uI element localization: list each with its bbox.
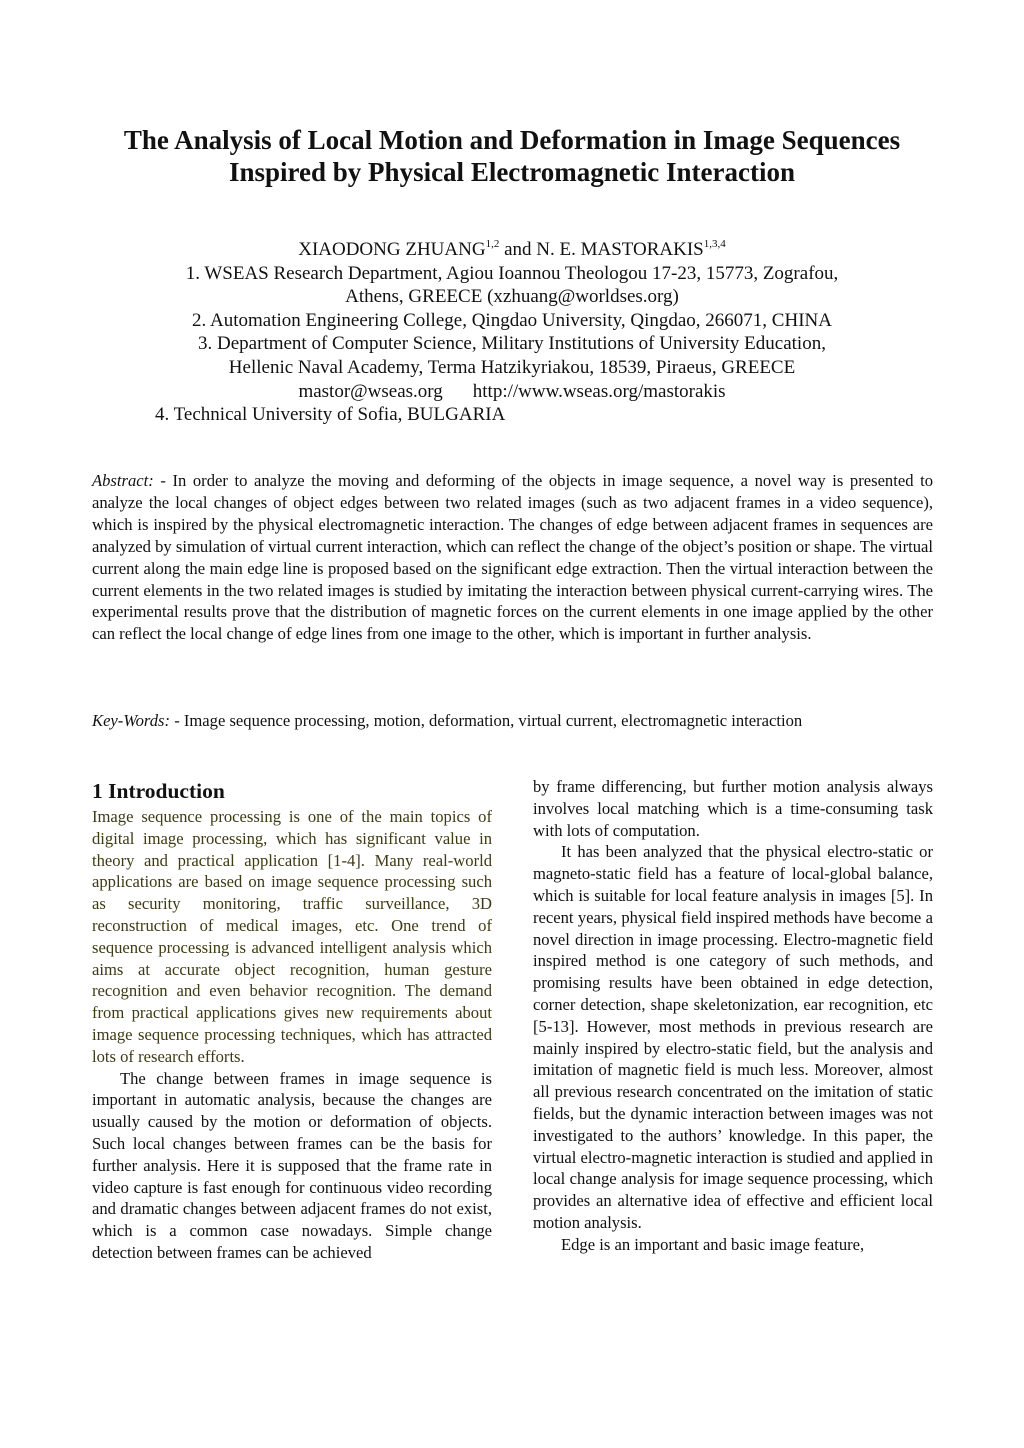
abstract-label: Abstract:: [92, 471, 154, 490]
right-column: [533, 776, 933, 1256]
keywords-text: - Image sequence processing, motion, deformation, virtual current, electromagnetic interaction: [170, 711, 803, 730]
contact-email: mastor@wseas.org: [298, 380, 443, 402]
intro-paragraph-4: Edge is an important and basic image feature,: [561, 1234, 865, 1254]
title-line-2: Inspired by Physical Electromagnetic Interaction: [229, 157, 795, 187]
affiliation-4: 4. Technical University of Sofia, BULGARIA: [155, 404, 506, 426]
author-line: [60, 238, 964, 262]
author-block: [60, 238, 964, 427]
paper-title: [60, 124, 964, 188]
affiliation-1-line-1: 1. WSEAS Research Department, Agiou Ioannou Theologou 17-23, 15773, Zografou,: [185, 262, 839, 284]
author-1-affiliations: 1,2: [485, 238, 500, 250]
author-conjunction: and: [499, 239, 537, 260]
affiliation-3-line-2: Hellenic Naval Academy, Terma Hatzikyriakou, 18539, Piraeus, GREECE: [228, 356, 796, 378]
intro-paragraph-2-continued: by frame differencing, but further motion analysis always involves local matching which is a time-consuming task with lots of computation.: [533, 777, 933, 840]
abstract: [92, 470, 933, 645]
keywords: [92, 710, 942, 732]
intro-paragraph-1: Image sequence processing is one of the main topics of digital image processing, which has significant value in theory and practical application [1-4]. Many real-world applications are based on image sequence processing such as security monitoring, traffic surveillance, 3D reconstruction of medical images, etc. One trend of sequence processing is advanced intelligent analysis which aims at accurate object recognition, human gesture recognition and even behavior recognition. The demand from practical applications gives new requirements about image sequence processing techniques, which has attracted lots of research efforts.: [92, 807, 492, 1066]
abstract-text: - In order to analyze the moving and deforming of the objects in image sequence, a novel way is presented to analyze the local changes of object edges between two related images (such as two adjacent frames in a video sequence), which is inspired by the physical electromagnetic interaction. The changes of edge between adjacent frames in sequences are analyzed by simulation of virtual current interaction, which can reflect the change of the object’s position or shape. The virtual current along the main edge line is proposed based on the significant edge extraction. Then the virtual interaction between the current elements in the two related images is studied by imitating the interaction between physical current-carrying wires. The experimental results prove that the distribution of magnetic forces on the current elements in one image applied by the other can reflect the local change of edge lines from one image to the other, which is important in further analysis.: [92, 471, 933, 644]
keywords-label: Key-Words:: [92, 711, 171, 730]
section-heading: 1 Introduction: [92, 779, 225, 803]
affiliation-3-line-1: 3. Department of Computer Science, Military Institutions of University Education,: [198, 333, 826, 355]
left-column: [92, 776, 492, 1264]
author-1: XIAODONG ZHUANG: [298, 239, 486, 260]
affiliation-2: 2. Automation Engineering College, Qingdao University, Qingdao, 266071, CHINA: [192, 309, 832, 331]
author-2-affiliations: 1,3,4: [703, 238, 726, 250]
affiliation-1-line-2: Athens, GREECE (xzhuang@worldses.org): [345, 286, 679, 308]
author-2: N. E. MASTORAKIS: [536, 239, 704, 260]
intro-paragraph-3: It has been analyzed that the physical electro-static or magneto-static field has a feature of local-global balance, which is suitable for local feature analysis in images [5]. In recent years, physical field inspired methods have become a novel direction in image processing. Electro-magnetic field inspired method is one category of such methods, and promising results have been obtained in edge detection, corner detection, shape skeletonization, ear recognition, etc [5-13]. However, most methods in previous research are mainly inspired by electro-static field, but the analysis and imitation of magnetic field is much less. Moreover, almost all previous research concentrated on the imitation of static fields, but the dynamic interaction between images was not investigated to the authors’ knowledge. In this paper, the virtual electro-magnetic interaction is studied and applied in local change analysis for image sequence processing, which provides an alternative idea of effective and efficient local motion analysis.: [533, 842, 933, 1232]
contact-url: http://www.wseas.org/mastorakis: [472, 380, 726, 402]
intro-paragraph-2: The change between frames in image sequence is important in automatic analysis, because the changes are usually caused by the motion or deformation of objects. Such local changes between frames can be the basis for further analysis. Here it is supposed that the frame rate in video capture is fast enough for continuous video recording and dramatic changes between adjacent frames do not exist, which is a common case nowadays. Simple change detection between frames can be achieved: [92, 1068, 492, 1262]
affiliation-3-contact: [60, 380, 964, 404]
title-line-1: The Analysis of Local Motion and Deformation in Image Sequences: [123, 125, 901, 155]
